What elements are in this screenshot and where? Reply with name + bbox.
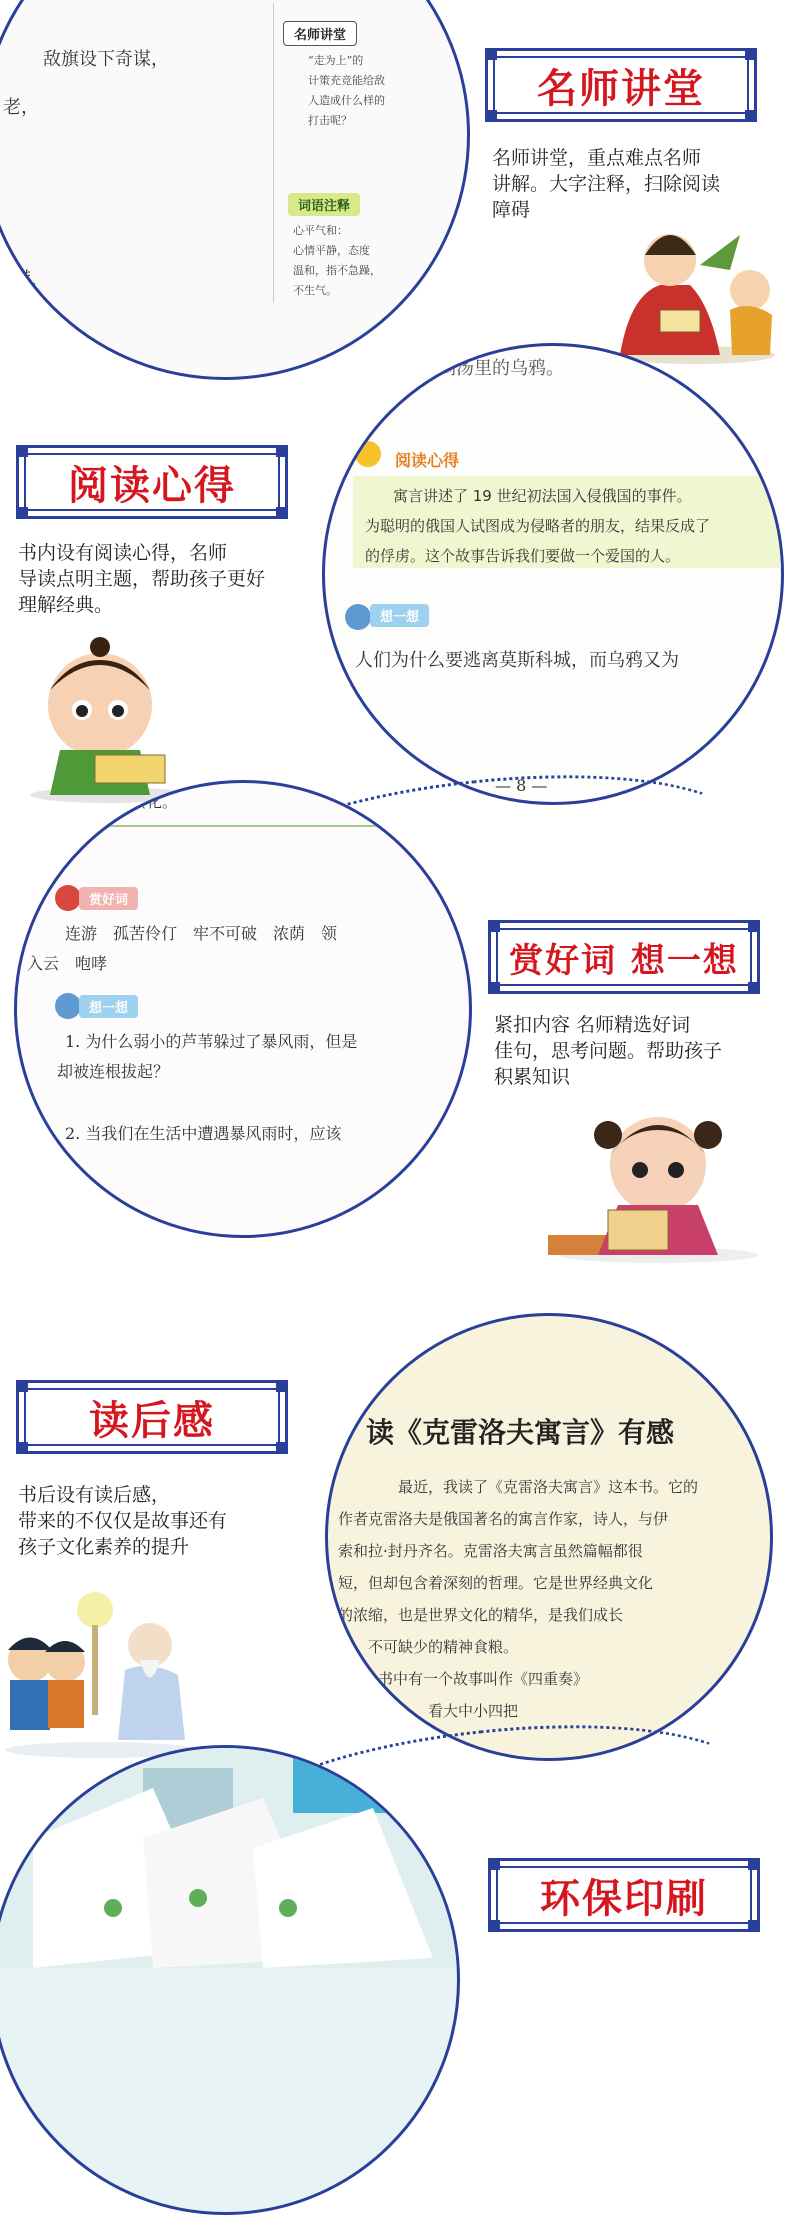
section-description <box>18 540 265 618</box>
banner-title: 赏好词 想一想 <box>509 940 739 981</box>
question-line: 却被连根拔起？ <box>57 1062 170 1081</box>
section-description <box>494 1012 722 1090</box>
girl-reading-illustration <box>548 1095 768 1265</box>
circle-body-line: 老， <box>3 97 39 118</box>
banner-reflection <box>16 1380 288 1454</box>
page-number: — 8 — <box>495 776 548 795</box>
note-line: 寓言讲述了 19 世纪初法国入侵俄国的事件。 <box>393 487 692 505</box>
question-line: 1. 为什么弱小的芦苇躲过了暴风雨，但是 <box>65 1032 358 1051</box>
banner-famous-teacher <box>485 48 757 122</box>
printed-pages-photo <box>0 1748 460 1968</box>
body-line: 不可缺少的精神食粮。 <box>368 1638 519 1656</box>
desc-line: 紧扣内容 名师精选好词 <box>494 1014 691 1036</box>
note-line: 心情平静，态度 <box>293 244 370 257</box>
note-line: 温和，指不急躁， <box>293 264 381 277</box>
section-tag-good-words: 赏好词 <box>79 887 138 910</box>
note-line: 计策充竞能给敌 <box>308 74 385 87</box>
desc-line: 佳句，思考问题。帮助孩子 <box>494 1040 723 1062</box>
body-line: 索和拉·封丹齐名。克雷洛夫寓言虽然篇幅都很 <box>338 1542 643 1560</box>
body-line: 的浓缩，也是世界文化的精华，是我们成长 <box>338 1606 624 1624</box>
desc-line: 障碍 <box>492 199 531 221</box>
desc-line: 孩子文化素养的提升 <box>18 1536 190 1558</box>
circle-top-line: 搬到汤里的乌鸦。 <box>420 358 564 379</box>
note-line: 心平气和： <box>293 224 348 237</box>
preview-circle-5 <box>0 1745 460 2215</box>
note-line: 不生气。 <box>293 284 337 297</box>
circle-note <box>293 221 381 301</box>
banner-title: 阅读心得 <box>68 462 236 509</box>
sun-icon <box>355 441 381 467</box>
circle-body-line: 人们为什么要逃离莫斯科城，而乌鸦又为 <box>355 650 679 671</box>
note-line: “走为上”的 <box>308 54 364 67</box>
section-tag-word-notes: 词语注释 <box>288 193 360 216</box>
note-line: 的俘虏。这个故事告诉我们要做一个爱国的人。 <box>365 547 681 565</box>
question-line: 2. 当我们在生活中遭遇暴风雨时，应该 <box>65 1124 342 1143</box>
desc-line: 书内设有阅读心得，名师 <box>18 542 228 564</box>
circle-note <box>365 481 710 571</box>
word-list-line: 入云 咆哮 <box>27 954 108 973</box>
desc-line: 书后设有读后感， <box>18 1484 171 1506</box>
banner-good-words <box>488 920 760 994</box>
word-list-line: 连游 孤苦伶仃 牢不可破 浓荫 领 <box>65 924 338 943</box>
body-line: 书中有一个故事叫作《四重奏》 <box>378 1670 589 1688</box>
desc-line: 理解经典。 <box>18 594 114 616</box>
circle-note <box>308 51 385 131</box>
banner-title: 名师讲堂 <box>537 65 705 112</box>
note-line: 为聪明的俄国人试图成为侵略者的朋友，结果反成了 <box>365 517 711 535</box>
section-description <box>18 1482 227 1560</box>
banner-eco-printing <box>488 1858 760 1932</box>
preview-circle-2 <box>322 343 784 805</box>
circle-top-line: 相转化。 <box>117 793 178 811</box>
owl-icon <box>55 993 81 1019</box>
desc-line: 积累知识 <box>494 1066 571 1088</box>
note-line: 打击呢？ <box>308 114 352 127</box>
body-line: 作者克雷洛夫是俄国著名的寓言作家，诗人，与伊 <box>338 1510 669 1528</box>
teacher-students-illustration <box>0 1590 200 1760</box>
section-tag-think: 想一想 <box>370 604 429 627</box>
desc-line: 讲解。大字注释，扫除阅读 <box>492 173 721 195</box>
section-description <box>492 145 720 223</box>
circle-body-line: 敌旗设下奇谋， <box>43 49 169 70</box>
top-rule <box>77 825 437 827</box>
body-line: 看大中小四把 <box>428 1702 519 1720</box>
sidebar-divider <box>273 3 274 303</box>
desc-line: 导读点明主题，帮助孩子更好 <box>18 568 266 590</box>
child-reading-illustration <box>20 635 200 805</box>
preview-circle-3 <box>14 780 472 1238</box>
banner-title: 环保印刷 <box>540 1875 708 1922</box>
preview-circle-1 <box>0 0 470 380</box>
circle-body-line: 慌， <box>13 269 49 290</box>
desc-line: 名师讲堂，重点难点名师 <box>492 147 702 169</box>
banner-title: 读后感 <box>89 1397 215 1444</box>
section-tag-think: 想一想 <box>79 995 138 1018</box>
preview-circle-4 <box>325 1313 773 1761</box>
desc-line: 带来的不仅仅是故事还有 <box>18 1510 228 1532</box>
owl-icon <box>345 604 371 630</box>
scholar-illustration <box>600 215 790 365</box>
article-body <box>338 1471 698 1727</box>
banner-reading-notes <box>16 445 288 519</box>
section-tag-reading-notes: 阅读心得 <box>395 451 460 470</box>
body-line: 最近，我读了《克雷洛夫寓言》这本书。它的 <box>398 1478 699 1496</box>
owl-icon <box>55 885 81 911</box>
article-heading: 读《克雷洛夫寓言》有感 <box>366 1416 675 1449</box>
body-line: 短，但却包含着深刻的哲理。它是世界经典文化 <box>338 1574 654 1592</box>
section-tag-teacher: 名师讲堂 <box>283 21 357 46</box>
note-line: 人造成什么样的 <box>308 94 385 107</box>
